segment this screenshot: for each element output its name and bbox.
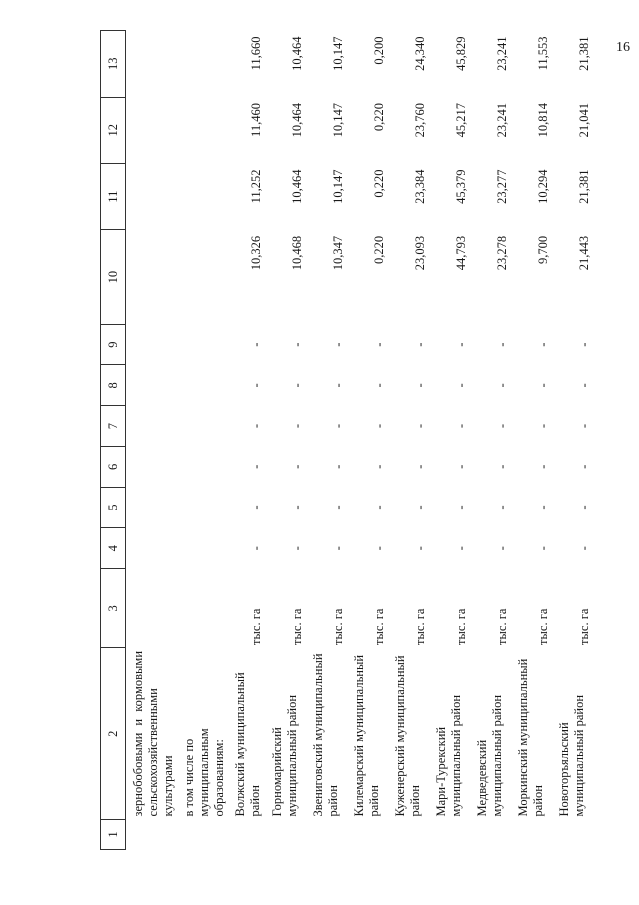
cell: -	[372, 546, 386, 551]
column-header: 9	[101, 324, 126, 365]
cell: -	[331, 464, 345, 469]
cell: -	[454, 464, 468, 469]
cell: 10,147	[331, 169, 345, 204]
cell: -	[536, 383, 550, 388]
column-header: 2	[101, 648, 126, 820]
cell: 21,381	[577, 169, 591, 204]
table-row	[551, 31, 592, 850]
cell: -	[577, 424, 591, 429]
cell: 9,700	[536, 235, 550, 265]
row-name: Мари-Турекский муниципальный район	[434, 694, 463, 817]
cell: -	[454, 505, 468, 510]
cell: -	[331, 546, 345, 551]
cell: -	[331, 424, 345, 429]
row-unit: тыс. га	[495, 608, 509, 645]
column-header: 5	[101, 487, 126, 528]
cell: -	[290, 342, 304, 347]
cell: 45,829	[454, 36, 468, 71]
cell: 0,220	[372, 103, 386, 132]
cell: -	[454, 342, 468, 347]
subheading-text: в том числе по муниципальным образованиям:	[182, 728, 226, 817]
row-name: Волжский муниципальный район	[233, 672, 262, 817]
cell: -	[372, 342, 386, 347]
cell: 44,793	[454, 235, 468, 271]
table-row	[305, 31, 346, 850]
cell: 0,220	[372, 235, 386, 265]
cell: -	[454, 383, 468, 388]
cell: -	[495, 546, 509, 551]
row-unit: тыс. га	[536, 608, 550, 645]
cell: -	[331, 505, 345, 510]
table-row	[346, 31, 387, 850]
cell: 10,147	[331, 103, 345, 138]
cell: -	[536, 464, 550, 469]
cell: -	[331, 342, 345, 347]
cell: 10,294	[536, 169, 550, 204]
table-row	[428, 31, 469, 850]
cell: -	[249, 383, 263, 388]
row-unit: тыс. га	[454, 608, 468, 645]
row-name: Моркинский муниципальный район	[516, 658, 545, 817]
row-name: Килемарский муниципальный район	[352, 654, 381, 817]
row-name: Куженерский муниципальный район	[393, 655, 422, 817]
cell: 23,277	[495, 169, 509, 204]
cell: -	[249, 505, 263, 510]
cell: -	[413, 505, 427, 510]
cell: 10,464	[290, 36, 304, 71]
cell: -	[495, 342, 509, 347]
row-name: Медведевский муниципальный район	[475, 694, 504, 817]
row-name: Горномарийский муниципальный район	[270, 694, 299, 817]
cell: -	[413, 546, 427, 551]
cell: 23,241	[495, 36, 509, 71]
cell: -	[495, 505, 509, 510]
cell: -	[249, 464, 263, 469]
row-unit: тыс. га	[331, 608, 345, 645]
cell: 21,381	[577, 36, 591, 71]
column-header: 11	[101, 163, 126, 229]
row-unit: тыс. га	[372, 608, 386, 645]
cell: -	[577, 505, 591, 510]
subheading-row	[176, 31, 227, 850]
column-header: 13	[101, 31, 126, 98]
cell: 11,460	[249, 103, 263, 137]
column-header: 10	[101, 230, 126, 324]
cell: -	[249, 546, 263, 551]
column-header: 1	[101, 819, 126, 849]
cell: -	[495, 464, 509, 469]
row-unit: тыс. га	[290, 608, 304, 645]
column-header: 4	[101, 528, 126, 569]
cell: 21,041	[577, 103, 591, 138]
cell: 23,278	[495, 235, 509, 271]
row-unit: тыс. га	[413, 608, 427, 645]
cell: -	[577, 342, 591, 347]
cell: 10,814	[536, 103, 550, 138]
cell: 11,660	[249, 36, 263, 71]
cell: -	[413, 342, 427, 347]
cell: -	[495, 383, 509, 388]
cell: -	[413, 383, 427, 388]
cell: -	[536, 505, 550, 510]
cell: -	[372, 464, 386, 469]
row-name: Новоторъяльский муниципальный район	[557, 694, 586, 817]
cell: -	[413, 464, 427, 469]
cell: 24,340	[413, 36, 427, 71]
data-table	[100, 30, 592, 850]
cell: 10,147	[331, 36, 345, 71]
cell: 21,443	[577, 235, 591, 271]
cell: 45,217	[454, 103, 468, 138]
cell: -	[577, 464, 591, 469]
cell: 45,379	[454, 169, 468, 204]
column-header: 3	[101, 569, 126, 648]
cell: -	[454, 546, 468, 551]
table-row	[227, 31, 264, 850]
column-header: 12	[101, 97, 126, 163]
cell: -	[290, 546, 304, 551]
cell: 10,464	[290, 169, 304, 204]
cell: -	[249, 342, 263, 347]
row-name: Звениговский муниципальный район	[311, 653, 340, 817]
cell: -	[577, 383, 591, 388]
cell: -	[536, 342, 550, 347]
cell: 11,553	[536, 36, 550, 71]
cell: -	[290, 464, 304, 469]
cell: -	[372, 383, 386, 388]
row-unit: тыс. га	[249, 608, 263, 645]
cell: -	[536, 546, 550, 551]
intro-text: зернобобовыми и кормовыми сельскохозяйственными культурами	[131, 650, 175, 817]
cell: -	[372, 505, 386, 510]
cell: -	[413, 424, 427, 429]
cell: -	[331, 383, 345, 388]
cell: -	[577, 546, 591, 551]
cell: 10,468	[290, 235, 304, 271]
cell: -	[495, 424, 509, 429]
cell: 10,326	[249, 235, 263, 271]
column-header: 6	[101, 446, 126, 487]
table-row	[510, 31, 551, 850]
cell: 0,200	[372, 36, 386, 65]
cell: -	[372, 424, 386, 429]
cell: 23,093	[413, 235, 427, 271]
cell: 10,347	[331, 235, 345, 271]
cell: -	[249, 424, 263, 429]
intro-row	[126, 31, 177, 850]
cell: 23,760	[413, 103, 427, 138]
cell: 0,220	[372, 169, 386, 198]
table-row	[387, 31, 428, 850]
rotated-table-container	[100, 30, 639, 850]
page-number: 16	[616, 40, 630, 55]
table-row	[469, 31, 510, 850]
column-header: 7	[101, 406, 126, 447]
header-row	[101, 31, 126, 850]
cell: -	[290, 424, 304, 429]
cell: -	[290, 505, 304, 510]
cell: -	[536, 424, 550, 429]
cell: -	[290, 383, 304, 388]
column-header: 8	[101, 365, 126, 406]
table-row	[264, 31, 305, 850]
cell: -	[454, 424, 468, 429]
row-unit: тыс. га	[577, 608, 591, 645]
cell: 11,252	[249, 169, 263, 204]
cell: 23,384	[413, 169, 427, 204]
cell: 23,241	[495, 103, 509, 138]
cell: 10,464	[290, 103, 304, 138]
